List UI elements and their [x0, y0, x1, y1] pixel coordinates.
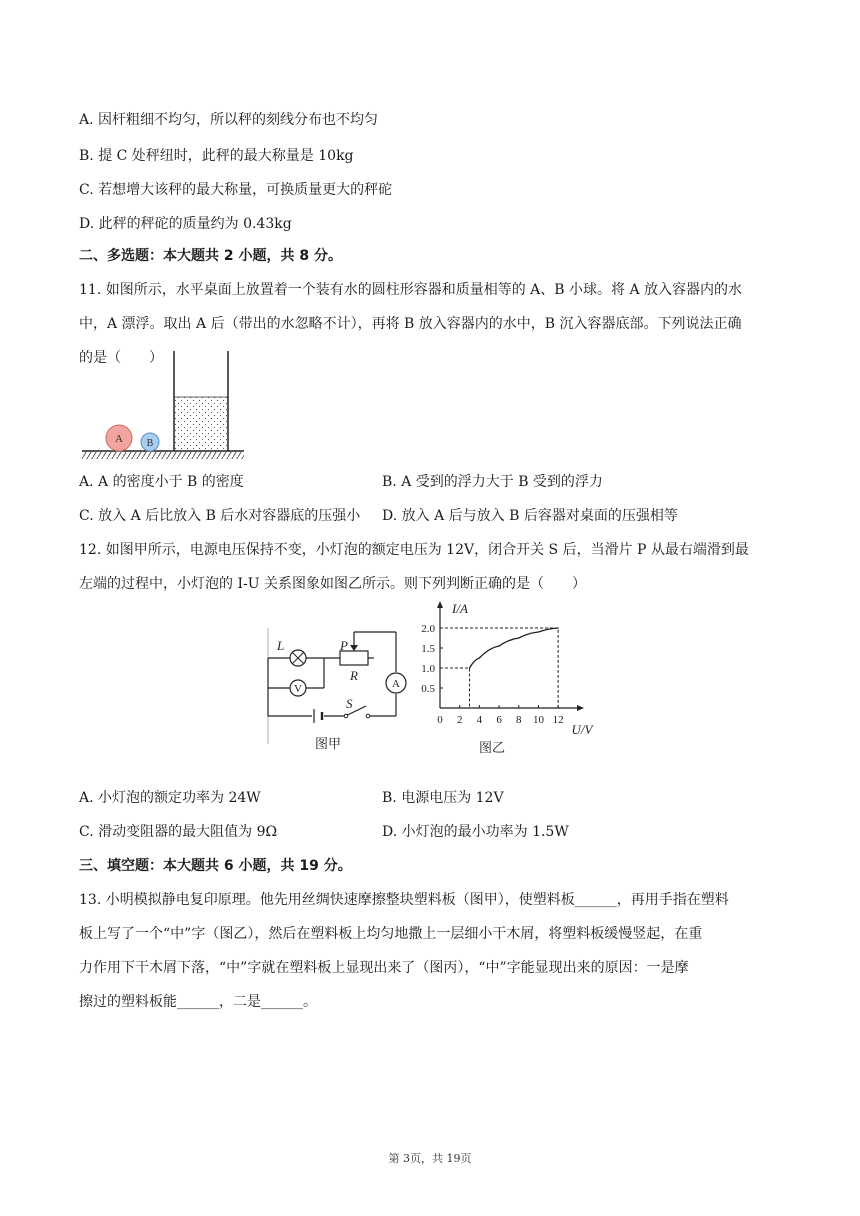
q11-stem-line-2: 中，A 漂浮。取出 A 后（带出的水忽略不计），再将 B 放入容器内的水中，B 沉入容器底部。下列说法正确 [79, 316, 742, 332]
q11-option-b: B. A 受到的浮力大于 B 受到的浮力 [382, 474, 603, 490]
data-point [498, 645, 499, 646]
caption-graph: 图乙 [478, 741, 506, 756]
q11-option-c: C. 放入 A 后比放入 B 后水对容器底的压强小 [79, 508, 361, 524]
x-tick-label: 0 [437, 714, 443, 726]
y-axis-label: I/A [452, 601, 468, 616]
q11-figure [78, 345, 248, 465]
data-point [558, 627, 559, 628]
q12-iu-graph [412, 600, 602, 760]
q12-stem-line-2: 左端的过程中，小灯泡的 I-U 关系图象如图乙所示。则下列判断正确的是（ ） [79, 576, 586, 592]
y-tick-label: 2.0 [421, 623, 435, 635]
q11-option-a: A. A 的密度小于 B 的密度 [79, 474, 244, 490]
guide-start [440, 668, 470, 708]
x-tick-label: 8 [516, 714, 522, 726]
q10-option-d: D. 此秤的秤砣的质量约为 0.43kg [79, 216, 292, 232]
y-axis-arrow [437, 601, 443, 608]
x-tick-label: 6 [496, 714, 502, 726]
section-heading-fill-in: 三、填空题：本大题共 6 小题，共 19 分。 [79, 858, 352, 874]
x-axis-label: U/V [571, 722, 593, 737]
q13-stem-line-4: 擦过的塑料板能______，二是______。 [79, 994, 317, 1010]
q11-stem-line-3: 的是（ ） [79, 350, 163, 366]
x-tick-label: 2 [456, 714, 463, 726]
ammeter-label: A [392, 678, 400, 690]
q12-circuit-diagram [262, 620, 412, 760]
data-point [538, 631, 539, 632]
container-water [174, 397, 228, 451]
data-point [518, 637, 519, 638]
q12-stem-line-1: 12. 如图甲所示，电源电压保持不变，小灯泡的额定电压为 12V，闭合开关 S 后，当滑片 P 从最右端滑到最 [79, 542, 749, 558]
label-R: R [350, 668, 358, 683]
voltmeter-label: V [294, 683, 302, 695]
label-L: L [277, 638, 285, 653]
q12-option-a: A. 小灯泡的额定功率为 24W [79, 790, 261, 806]
label-S: S [346, 696, 353, 711]
series-line [470, 628, 559, 668]
label-P: P [340, 638, 348, 653]
q13-stem-line-3: 力作用下干木屑下落，“中”字就在塑料板上显现出来了（图丙），“中”字能显现出来的原因：一是摩 [79, 960, 689, 976]
ball-a-label: A [115, 433, 123, 445]
q12-option-b: B. 电源电压为 12V [382, 790, 504, 806]
y-tick-label: 0.5 [421, 683, 435, 695]
x-tick-label: 12 [552, 714, 564, 726]
data-point [479, 657, 480, 658]
q11-stem-line-1: 11. 如图所示，水平桌面上放置着一个装有水的圆柱形容器和质量相等的 A、B 小球。将 A 放入容器内的水 [79, 282, 743, 298]
q12-option-d: D. 小灯泡的最小功率为 1.5W [382, 824, 569, 840]
data-point [469, 667, 470, 668]
q10-option-a: A. 因杆粗细不均匀，所以秤的刻线分布也不均匀 [79, 112, 379, 128]
caption-circuit: 图甲 [314, 737, 342, 752]
y-tick-label: 1.0 [421, 663, 435, 675]
x-tick-label: 10 [532, 714, 544, 726]
q10-option-b: B. 提 C 处秤纽时，此秤的最大称量是 10kg [79, 148, 354, 164]
y-tick-label: 1.5 [421, 643, 435, 655]
q11-option-d: D. 放入 A 后与放入 B 后容器对桌面的压强相等 [382, 508, 678, 524]
q10-option-c: C. 若想增大该秤的最大称量，可换质量更大的秤砣 [79, 182, 393, 198]
section-heading-multiple-choice: 二、多选题：本大题共 2 小题，共 8 分。 [79, 248, 342, 264]
q12-option-c: C. 滑动变阻器的最大阻值为 9Ω [79, 824, 278, 840]
ball-b-label: B [146, 438, 154, 449]
x-axis-arrow [577, 705, 584, 711]
q13-stem-line-1: 13. 小明模拟静电复印原理。他先用丝绸快速摩擦整块塑料板（图甲），使塑料板______，再用手指在塑料 [79, 892, 729, 908]
page-footer: 第 3页，共 19页 [388, 1152, 472, 1165]
x-tick-label: 4 [476, 714, 483, 726]
q13-stem-line-2: 板上写了一个“中”字（图乙），然后在塑料板上均匀地撒上一层细小干木屑，将塑料板缓慢竖起，在重 [79, 926, 703, 942]
